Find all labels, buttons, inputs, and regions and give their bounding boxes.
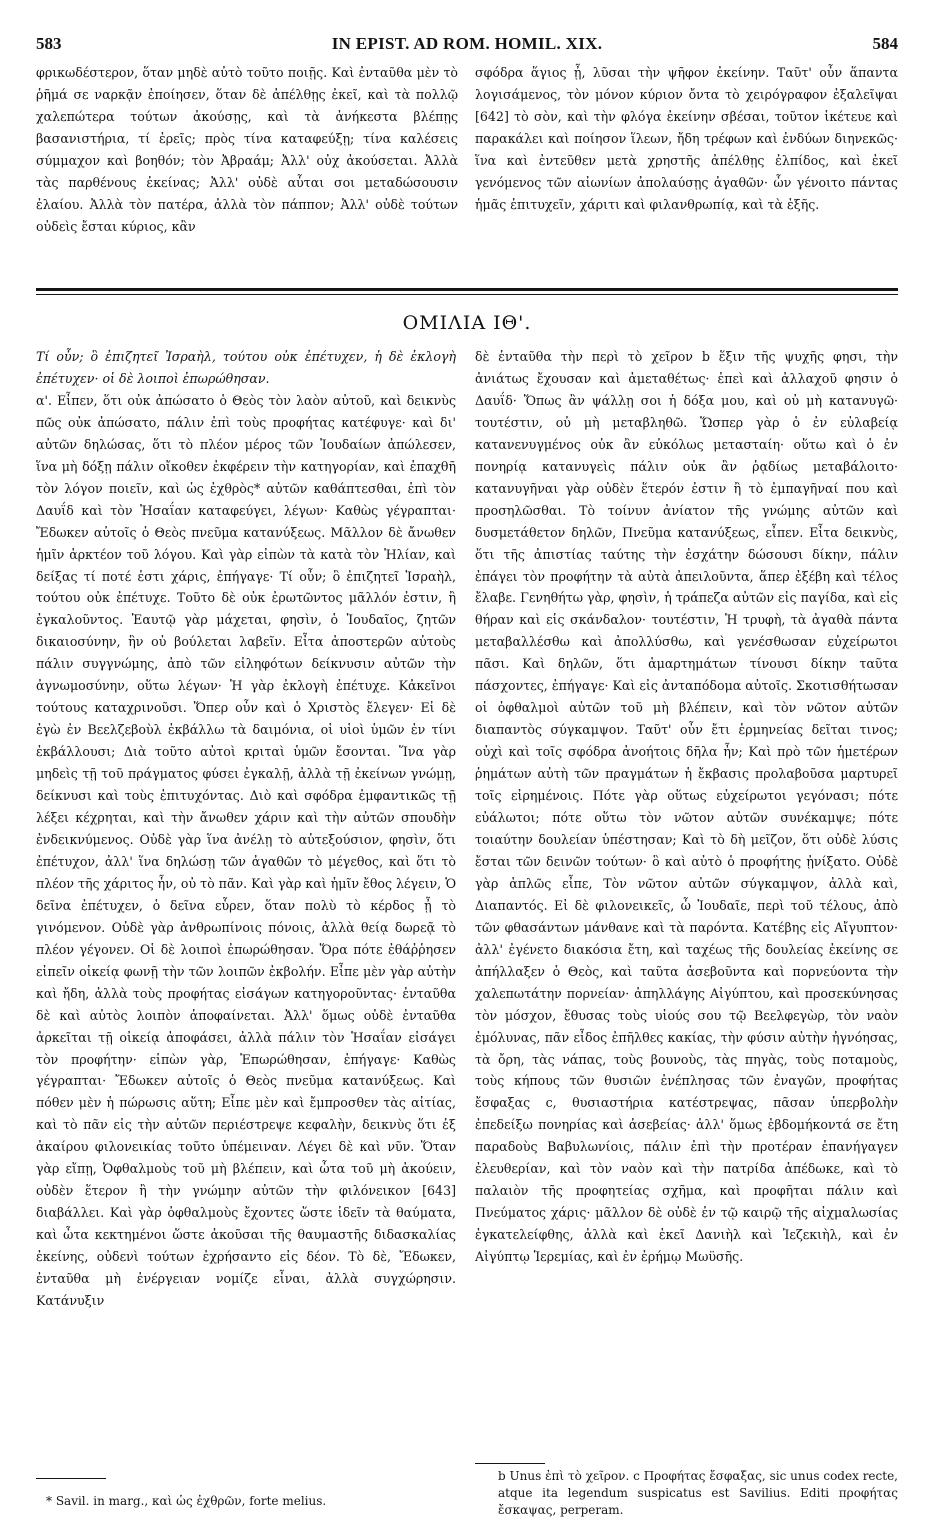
page-number-left: 583 [36,34,62,53]
body-left-text: α'. Εἶπεν, ὅτι οὐκ ἀπώσατο ὁ Θεὸς τὸν λαὸν αὐτοῦ, καὶ δεικνὺς πῶς οὐκ ἀπώσατο, πάλιν ἐπὶ τοὺς προφήτας κατέφυγε· καὶ δι' αὐτῶν δηλώσας, ὅτι τὸ πλέον μέρος τῶν Ἰουδαίων ἀπώλεσεν, ἵνα μὴ δόξῃ πάλιν οἴκοθεν ἐκφέρειν τὴν κατηγορίαν, καὶ ἐπαχθῆ τὸν λόγον ποιεῖν, καὶ ὡς ἐχθρὸς* αὐτῶν καθάπτεσθαι, ἐπὶ τὸν Δαυΐδ καὶ τὸν Ἡσαΐαν καταφεύγει, λέγων· Καθὼς γέγραπται· Ἔδωκεν αὐτοῖς ὁ Θεὸς πνεῦμα κατανύξεως. Μᾶλλον δὲ ἄνωθεν ἡμῖν ἀρκτέον τοῦ λόγου. Καὶ γὰρ εἰπὼν τὰ κατὰ τὸν Ἠλίαν, καὶ δείξας τί ποτέ ἐστι χάρις, ἐπήγαγε· Τί οὖν; ὃ ἐπιζητεῖ Ἰσραὴλ, τούτου οὐκ ἐπέτυχε. Τοῦτο δὲ οὐκ ἐρωτῶντος μᾶλλόν ἐστιν, ἢ ἐγκαλοῦντος. Ἑαυτῷ γὰρ μάχεται, φησὶν, ὁ Ἰουδαῖος, ζητῶν δικαιοσύνην, ἣν οὐ βούλεται λαβεῖν. Εἶτα ἀποστερῶν αὐτοὺς πάλιν συγγνώμης, ἀπὸ τῶν εἰληφότων δείκνυσιν αὐτῶν τὴν ἀγνωμοσύνην, οὕτω λέγων· Ἡ γὰρ ἐκλογὴ ἐπέτυχε. Κἀκεῖνοι τούτους καταχρινοῦσι. Ὅπερ οὖν καὶ ὁ Χριστὸς ἔλεγεν· Εἰ δὲ ἐγὼ ἐν Βεελζεβοὺλ ἐκβάλλω τὰ δαιμόνια, οἱ υἱοὶ ὑμῶν ἐν τίνι ἐκβάλλουσι; Διὰ τοῦτο αὐτοὶ κριταὶ ὑμῶν ἔσονται. Ἵνα γὰρ μηδεὶς τῇ τοῦ πράγματος φύσει ἐγκαλῇ, ἀλλὰ τῇ ἐκείνων γνώμῃ, δείκνυσι καὶ τοὺς ἐπιτυχόντας. Διὸ καὶ σφόδρα ἐμφαντικῶς τῇ λέξει κέχρηται, καὶ τὴν ἄνωθεν χάριν καὶ τὴν αὐτῶν σπουδὴν ἐνδεικνύμενος. Οὐδὲ γὰρ ἵνα ἀνέλῃ τὸ αὐτεξούσιον, φησὶν, ὅτι ἐπέτυχον, ἀλλ' ἵνα δηλώσῃ τῶν ἀγαθῶν τὸ μέγεθος, καὶ ὅτι τὸ πλέον τῆς χάριτος ἦν, οὐ τὸ πᾶν. Καὶ γὰρ καὶ ἡμῖν ἔθος λέγειν, Ὁ δεῖνα ἐπέτυχεν, ὁ δεῖνα εὗρεν, ὅταν πολὺ τὸ κέρδος ᾖ τὸ γινόμενον. Οὐδὲ γὰρ ἀνθρωπίνοις πόνοις, ἀλλὰ θείᾳ δωρεᾷ τὸ πλέον γέγονεν. Οἱ δὲ λοιποὶ ἐπωρώθησαν. Ὅρα πότε ἐθάῤῥησεν εἰπεῖν οἰκείᾳ φωνῇ τὴν τῶν λοιπῶν ἐκβολήν. Εἶπε μὲν γὰρ αὐτὴν καὶ ἤδη, ἀλλὰ τοὺς προφήτας εἰσάγων κατηγοροῦντας· ἐνταῦθα δὲ καὶ αὐτὸς λοιπὸν ἀποφαίνεται. Ἀλλ' ὅμως οὐδὲ ἐνταῦθα ἀρκεῖται τῇ οἰκείᾳ ἀποφάσει, ἀλλὰ πάλιν τὸν Ἡσαΐαν εἰσάγει τὸν προφήτην· εἰπὼν γὰρ, Ἐπωρώθησαν, ἐπήγαγε· Καθὼς γέγραπται· Ἔδωκεν αὐτοῖς ὁ Θεὸς πνεῦμα κατανύξεως. Καὶ πόθεν μὲν ἡ πώρωσις αὕτη; Εἶπε μὲν καὶ ἔμπροσθεν τὰς αἰτίας, καὶ τὸ πᾶν εἰς τὴν αὐτῶν περιέστρεψε κεφαλὴν, δεικνὺς ὅτι ἐξ ἀκαίρου φιλονεικίας τοῦτο ὑπέμειναν. Λέγει δὲ καὶ νῦν. Ὅταν γὰρ εἴπῃ, Ὀφθαλμοὺς τοῦ μὴ βλέπειν, καὶ ὦτα τοῦ μὴ ἀκούειν, οὐδὲν ἕτερον ἢ τὴν γνώμην αὐτῶν τὴν φιλόνεικον [643] διαβάλλει. Καὶ γὰρ ὀφθαλμοὺς ἔχοντες ὥστε ἰδεῖν τὰ θαύματα, καὶ ὦτα κεκτημένοι ὥστε ἀκοῦσαι τῆς θαυμαστῆς διδασκαλίας ἐκείνης, οὐδενὶ τούτων ἐχρήσαντο εἰς δέον. Τὸ δὲ, Ἔδωκεν, ἐνταῦθα μὴ ἐνέργειαν νομίζε εἶναι, ἀλλὰ συγχώρησιν. Κατάνυξιν [36,392,457,1308]
top-left-text: φρικωδέστερον, ὅταν μηδὲ αὐτὸ τοῦτο ποιῇς. Καὶ ἐνταῦθα μὲν τὸ ῥῆμά σε ναρκᾷν ἐποίησεν, ὅταν δὲ ἀπέλθῃς ἐκεῖ, καὶ τὰ πολλῷ χαλεπώτερα τούτων ἀκούσῃς, καὶ τὰ ἀνήκεστα βλέπῃς βασανιστήρια, τί ἐρεῖς; πρὸς τίνα καταφεύξῃ; τίνα καλέσεις σύμμαχον καὶ βοηθόν; τὸν Ἀβραάμ; Ἀλλ' οὐχ ἀκούσεται. Ἀλλὰ τὰς παρθένους ἐκείνας; Ἀλλ' οὐδὲ αὗται σοι μεταδώσουσιν ἐλαίου. Ἀλλὰ τὸν πατέρα, ἀλλὰ τὸν πάππον; Ἀλλ' οὐδὲ τούτων οὐδεὶς ἔσται κύριος, κἂν [36,65,458,234]
body-right-text: δὲ ἐνταῦθα τὴν περὶ τὸ χεῖρον b ἕξιν τῆς ψυχῆς φησι, τὴν ἀνιάτως ἔχουσαν καὶ ἀμεταθέτως· ἐπεὶ καὶ ἀλλαχοῦ φησιν ὁ Δαυΐδ· Ὅπως ἂν ψάλλῃ σοι ἡ δόξα μου, καὶ οὐ μὴ κατανυγῶ· τουτέστιν, οὐ μὴ μεταβληθῶ. Ὥσπερ γὰρ ὁ ἐν εὐλαβείᾳ κατανενυγμένος οὐκ ἂν εὐκόλως μετασταίη· οὕτω καὶ ὁ ἐν πονηρίᾳ κατανυγεὶς πάλιν οὐκ ἂν ῥᾳδίως μεταβάλοιτο· κατανυγῆναι γὰρ οὐδὲν ἕτερόν ἐστιν ἢ τὸ ἐμπαγῆναί που καὶ προσηλῶσθαι. Τὸ τοίνυν ἀνίατον τῆς γνώμης αὐτῶν καὶ δυσμετάθετον δηλῶν, Πνεῦμα κατανύξεως, εἶπεν. Εἶτα δεικνὺς, ὅτι τῆς ἀπιστίας ταύτης τὴν ἐσχάτην δώσουσι δίκην, πάλιν ἐπάγει τὸν προφήτην τὰ αὐτὰ ἀπειλοῦντα, ἅπερ ἐξέβη καὶ τέλος ἔλαβε. Γενηθήτω γὰρ, φησὶν, ἡ τράπεζα αὐτῶν εἰς παγίδα, καὶ εἰς θήραν καὶ εἰς σκάνδαλον· τουτέστιν, Ἡ τρυφὴ, τὰ ἀγαθὰ πάντα μεταβαλλέσθω καὶ ἀπολλύσθω, καὶ γενέσθωσαν εὐχείρωτοι πᾶσι. Καὶ δηλῶν, ὅτι ἁμαρτημάτων τίνουσι δίκην ταῦτα πάσχοντες, ἐπήγαγε· Καὶ εἰς ἀνταπόδομα αὐτοῖς. Σκοτισθήτωσαν οἱ ὀφθαλμοὶ αὐτῶν τοῦ μὴ βλέπειν, καὶ τὸν νῶτον αὐτῶν διαπαντὸς σύγκαμψον. Ταῦτ' οὖν ἔτι ἑρμηνείας δεῖται τινος; οὐχὶ καὶ τοῖς σφόδρα ἀνοήτοις δῆλα ἦν; Καὶ πρὸ τῶν ἡμετέρων ῥημάτων αὐτὴ τῶν πραγμάτων ἡ ἔκβασις προλαβοῦσα μαρτυρεῖ τοῖς εἰρημένοις. Πότε γὰρ οὕτως εὐχείρωτοι γεγόνασι; πότε εὐάλωτοι; πότε οὕτω τὸν νῶτον αὐτῶν συνέκαμψε; πότε τοιαύτην δουλείαν ὑπέστησαν; Καὶ τὸ δὴ μεῖζον, ὅτι οὐδὲ λύσις ἔσται τῶν δεινῶν τούτων· ὃ καὶ αὐτὸ ὁ προφήτης ᾐνίξατο. Οὐδὲ γὰρ ἁπλῶς εἶπε, Τὸν νῶτον αὐτῶν σύγκαμψον, ἀλλὰ καὶ, Διαπαντός. Εἰ δὲ φιλονεικεῖς, ὦ Ἰουδαῖε, περὶ τοῦ τέλους, ἀπὸ τῶν φθασάντων μάνθανε καὶ τὰ παρόντα. Κατέβης εἰς Αἴγυπτον· ἀλλ' ἐγένετο διακόσια ἔτη, καὶ ταχέως τῆς δουλείας ἐκείνης σε ἀπήλλαξεν ὁ Θεὸς, καὶ ταῦτα ἀσεβοῦντα καὶ πορνεύοντα τὴν χαλεπωτάτην πορνείαν· ἀπηλλάγης Αἰγύπτου, καὶ προσεκύνησας τὸν μόσχον, ἔθυσας τοὺς υἱούς σου τῷ Βεελφεγὼρ, τὸν ναὸν ἐμόλυνας, πᾶν εἶδος ἐπῆλθες κακίας, τὴν φύσιν αὐτὴν ἠγνόησας, τὰ ὄρη, τὰς νάπας, τοὺς βουνοὺς, τὰς πηγὰς, τοὺς ποταμοὺς, τοὺς κήπους τῶν θυσιῶν ἐνέπλησας τῶν ἐναγῶν, προφήτας ἔσφαξας c, θυσιαστήρια κατέστρεψας, πᾶσαν ὑπερβολὴν ἐπεδείξω πονηρίας καὶ ἀσεβείας· ἀλλ' ὅμως ἑβδομήκοντά σε ἔτη παραδοὺς Βαβυλωνίοις, πάλιν ἐπὶ τὴν προτέραν ἐπανήγαγεν ἐλευθερίαν, καὶ τὸν ναὸν καὶ τὴν πατρίδα ἀπέδωκε, καὶ τὸ παλαιὸν τῆς προφητείας σχῆμα, καὶ προφῆται πάλιν καὶ Πνεύματος χάρις· μᾶλλον δὲ οὐδὲ ἐν τῷ καιρῷ τῆς αἰχμαλωσίας ἐγκατελείφθης, ἀλλὰ καὶ ἐκεῖ Δανιὴλ καὶ Ἰεζεκιὴλ, καὶ ἐν Αἰγύπτῳ Ἱερεμίας, καὶ ἐν ἐρήμῳ Μωϋσῆς. [475,349,898,1265]
body-right-column [475,346,898,1268]
footnote-rule-right [475,1463,545,1464]
body-left-column [36,346,456,1312]
section-divider [36,288,898,291]
running-header [36,34,898,60]
homily-title: ΟΜΙΛΙΑ ΙΘ'. [402,312,532,334]
top-left-column [36,62,458,238]
footnote-rule-left [36,1478,106,1479]
page-number-right: 584 [872,34,898,53]
top-right-text: σφόδρα ἅγιος ᾖ, λῦσαι τὴν ψῆφον ἐκείνην. Ταῦτ' οὖν ἅπαντα λογισάμενος, τὸν μόνον κύριον ὄντα τὸ χειρόγραφον ἐξαλεῖψαι [642] τὸ σὸν, καὶ τὴν φλόγα ἐκείνην σβέσαι, τοῦτον ἱκέτευε καὶ παρακάλει καὶ ποίησον ἵλεων, ἤδη τρέφων καὶ ἐνδύων διηνεκῶς· ἵνα καὶ ἐντεῦθεν μετὰ χρηστῆς ἀπέλθῃς ἐλπίδος, καὶ ἐκεῖ γενόμενος τῶν αἰωνίων ἀπολαύσῃς ἀγαθῶν· ὧν γένοιτο πάντας ἡμᾶς ἐπιτυχεῖν, χάριτι καὶ φιλανθρωπίᾳ, καὶ τὰ ἑξῆς. [475,65,898,212]
top-right-column [475,62,898,216]
footnote-left: * Savil. in marg., καὶ ὡς ἐχθρῶν, forte melius. [46,1494,327,1508]
section-divider-thin [36,294,898,295]
footnote-right: b Unus ἐπὶ τὸ χεῖρον. c Προφήτας ἔσφαξας, sic unus codex recte, atque ita legendum suspicatus est Savilius. Editi προφήτας ἔσκαψας, perperam. [498,1469,898,1517]
scripture-lemma: Τί οὖν; ὃ ἐπιζητεῖ Ἰσραὴλ, τούτου οὐκ ἐπέτυχεν, ἡ δὲ ἐκλογὴ ἐπέτυχεν· οἱ δὲ λοιποὶ ἐπωρώθησαν. [36,349,456,386]
running-title: IN EPIST. AD ROM. HOMIL. XIX. [331,34,603,53]
